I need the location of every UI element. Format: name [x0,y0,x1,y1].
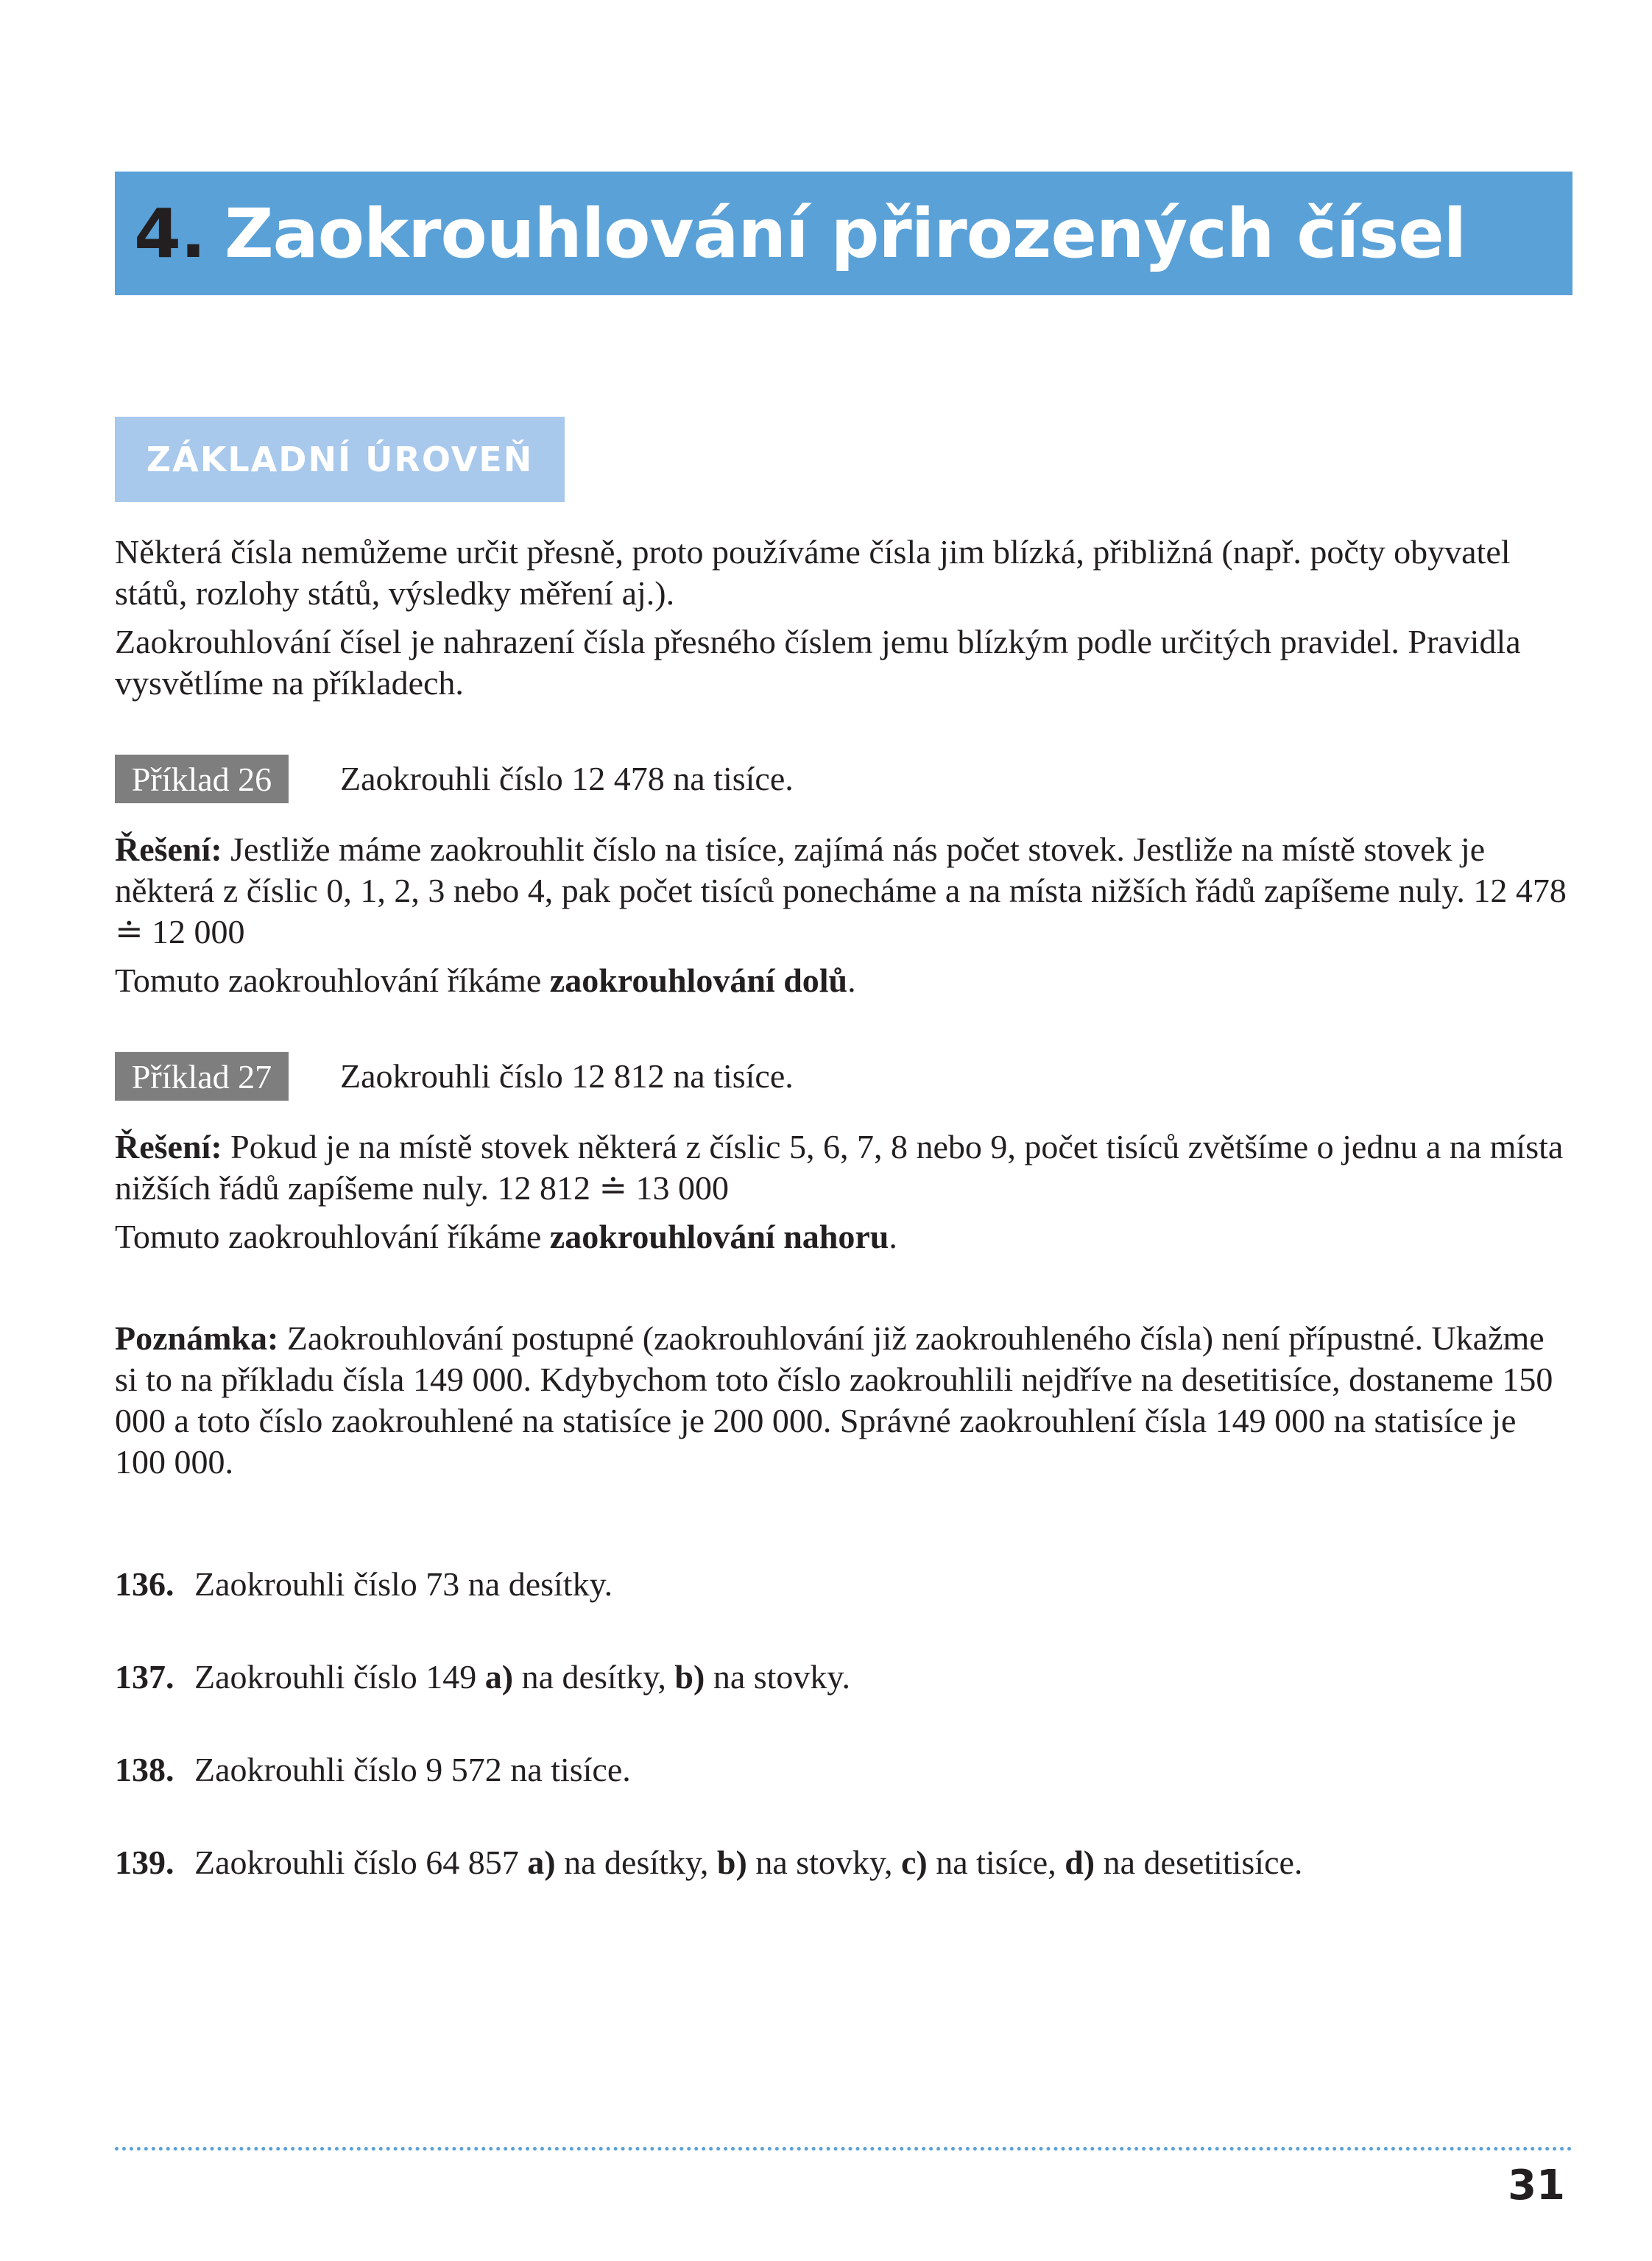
part-marker: d) [1065,1844,1095,1881]
exercise-139 [115,1842,1302,1883]
note-label: Poznámka: [115,1319,279,1357]
chapter-title-bar [115,172,1572,295]
exercise-number: 138. [115,1751,174,1788]
example-26-conclusion [115,960,1572,1001]
chapter-number: 4. [134,194,205,273]
part-marker: a) [527,1844,556,1881]
level-badge: ZÁKLADNÍ ÚROVEŇ [115,417,565,502]
solution-label: Řešení: [115,830,222,868]
page-number: 31 [1508,2162,1565,2209]
exercise-text: Zaokrouhli číslo 64 857 [194,1844,528,1881]
conclusion-suffix: . [889,1218,897,1255]
note-paragraph [115,1318,1572,1483]
exercise-number: 137. [115,1658,174,1696]
exercise-138 [115,1749,631,1791]
exercise-text: na desítky, [555,1844,717,1881]
part-marker: a) [484,1658,514,1696]
chapter-title: Zaokrouhlování přirozených čísel [224,194,1466,273]
example-26-task: Zaokrouhli číslo 12 478 na tisíce. [340,760,794,797]
exercise-text: na stovky, [746,1844,901,1881]
example-26-solution [115,829,1572,953]
part-marker: b) [716,1844,747,1881]
conclusion-prefix: Tomuto zaokrouhlování říkáme [115,962,550,999]
example-27-solution [115,1126,1572,1209]
part-marker: c) [900,1844,928,1881]
example-26-label: Příklad 26 [115,755,289,803]
solution-label: Řešení: [115,1128,222,1165]
part-marker: b) [674,1658,705,1696]
conclusion-suffix: . [847,962,856,999]
example-27-task: Zaokrouhli číslo 12 812 na tisíce. [340,1057,794,1095]
exercise-text: na desítky, [513,1658,675,1696]
footer-divider [115,2147,1572,2151]
conclusion-prefix: Tomuto zaokrouhlování říkáme [115,1218,550,1255]
exercise-text: Zaokrouhli číslo 149 [194,1658,485,1696]
exercise-number: 139. [115,1844,174,1881]
intro-paragraph-2: Zaokrouhlování čísel je nahrazení čísla přesného číslem jemu blízkým podle určitých pravidel. Pravidla vysvětlíme na příkladech. [115,623,1521,702]
exercise-text: Zaokrouhli číslo 73 na desítky. [194,1565,613,1603]
solution-text: Pokud je na místě stovek některá z číslic 5, 6, 7, 8 nebo 9, počet tisíců zvětšíme o jednu a na místa nižších řádů zapíšeme nuly. 12 812 ≐ 13 000 [115,1128,1564,1207]
solution-text: Jestliže máme zaokrouhlit číslo na tisíce, zajímá nás počet stovek. Jestliže na místě stovek je některá z číslic 0, 1, 2, 3 nebo 4, pak počet tisíců ponecháme a na místa nižších řádů zapíšeme nuly. 12 478 ≐ 12 000 [115,830,1567,950]
exercise-text: na stovky. [705,1658,850,1696]
exercise-text: na tisíce, [927,1844,1065,1881]
exercise-text: na desetitisíce. [1095,1844,1303,1881]
conclusion-term: zaokrouhlování dolů [549,962,848,999]
exercise-text: Zaokrouhli číslo 9 572 na tisíce. [194,1751,631,1788]
conclusion-term: zaokrouhlování nahoru [549,1218,889,1255]
exercise-number: 136. [115,1565,174,1603]
intro-paragraph-1: Některá čísla nemůžeme určit přesně, proto používáme čísla jim blízká, přibližná (např. počty obyvatel států, rozlohy států, výsledky měření aj.). [115,533,1511,612]
example-27-conclusion [115,1216,1572,1258]
exercise-136 [115,1564,613,1605]
example-27-label: Příklad 27 [115,1052,289,1101]
note-text: Zaokrouhlování postupné (zaokrouhlování již zaokrouhleného čísla) není přípustné. Ukažme si to na příkladu čísla 149 000. Kdybychom toto číslo zaokrouhlili nejdříve na desetitisíce, dostaneme 150 000 a toto číslo zaokrouhlené na statisíce je 200 000. Správné zaokrouhlení čísla 149 000 na statisíce je 100 000. [115,1319,1553,1481]
exercise-137 [115,1657,850,1698]
